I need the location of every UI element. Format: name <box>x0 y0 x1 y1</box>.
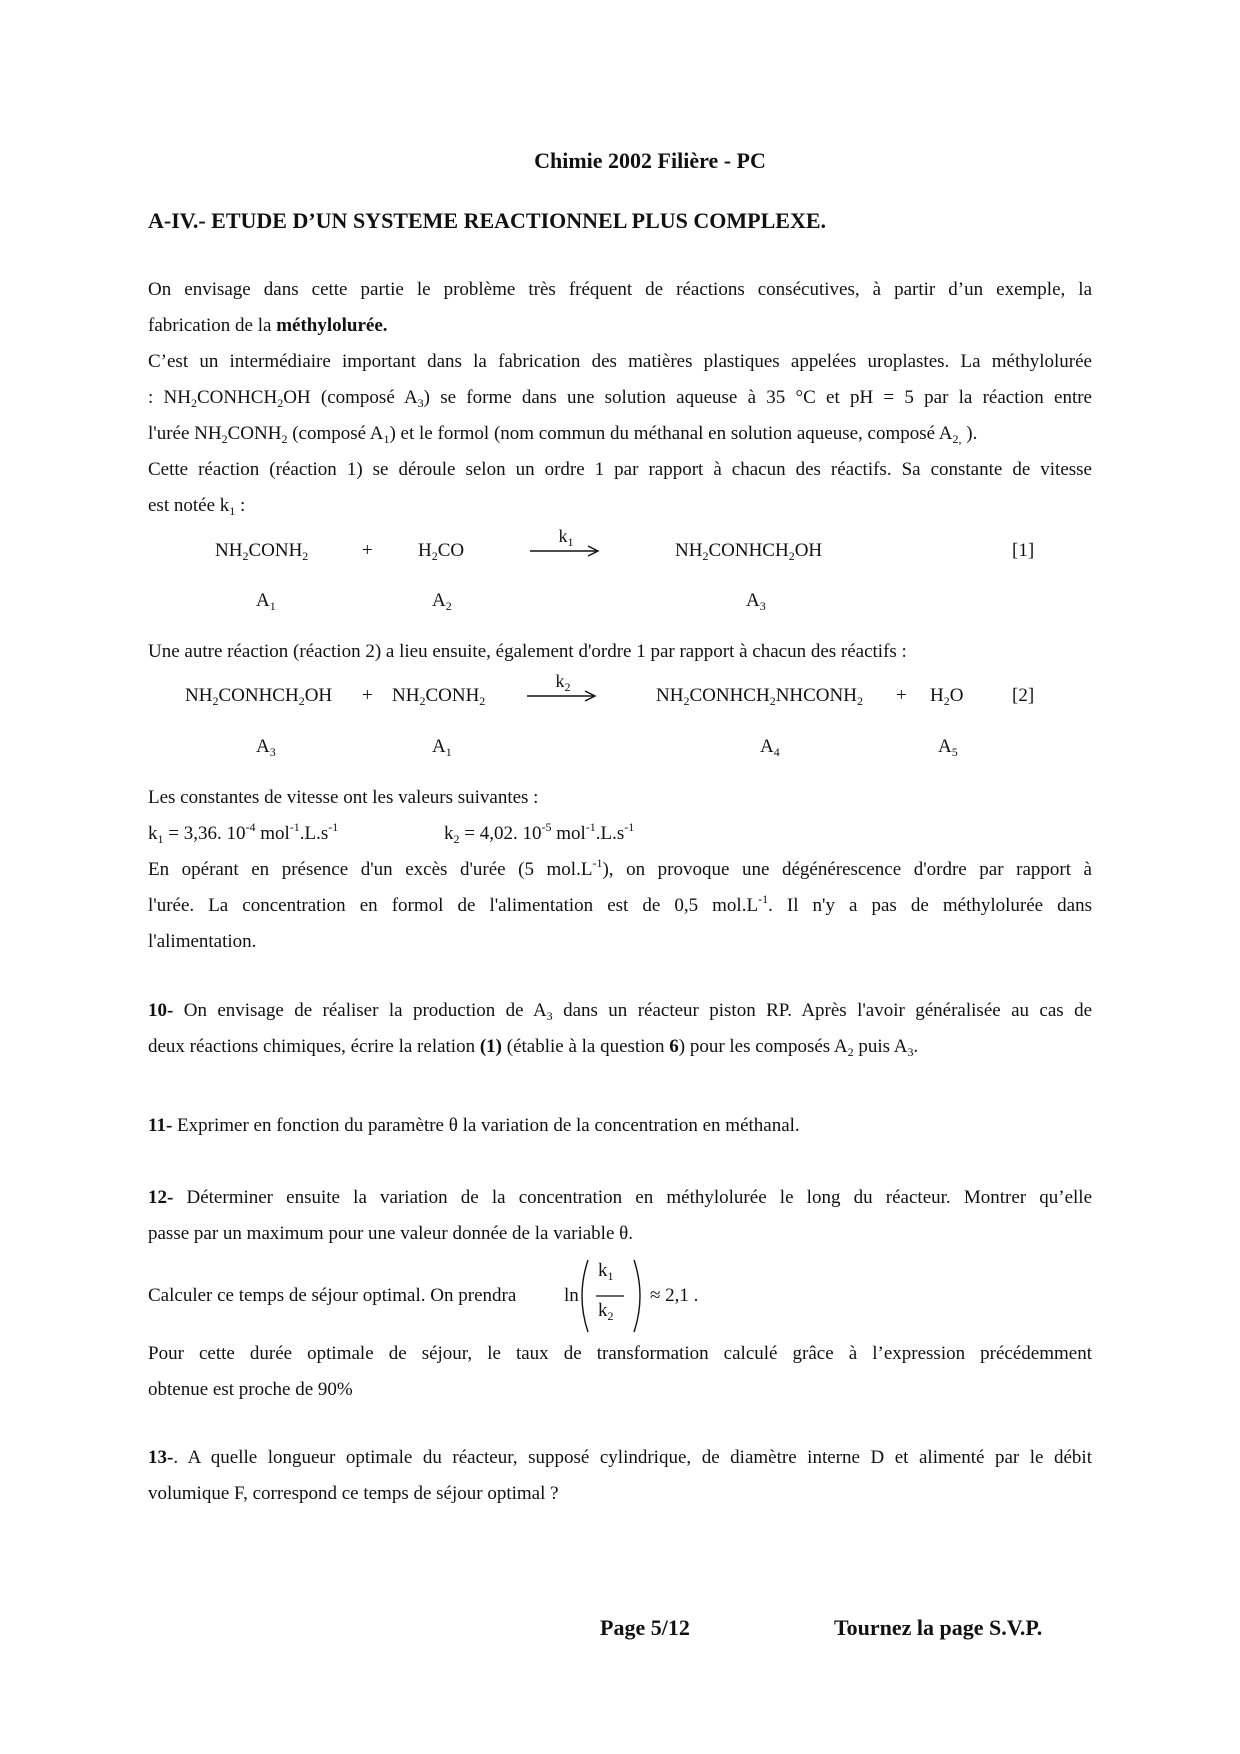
parentheses-fraction-bar <box>578 1256 658 1336</box>
reaction-2-reactant-methylolurea: $NH_2CONHCH_2OH$ <box>185 685 333 708</box>
reaction-1-label-a2: $A_2$ <box>432 590 452 613</box>
reaction-1-reactant-formol: $H_2CO$ <box>418 540 465 563</box>
reaction-2-reactant-urea: $NH_2CONH_2$ <box>392 685 486 708</box>
reaction-2-label-a3: $A_3$ <box>256 736 276 759</box>
k2-value: $k_2 = 4,02$. $10^{-5}$ $mol^{-1}.L.s^{-1}$ <box>444 820 635 846</box>
methylolurea-term: méthylolurée. <box>276 315 388 336</box>
approx-value: ≈ 2,1 . <box>650 1285 699 1306</box>
question-13-line-1: 13-. A quelle longueur optimale du réacteur, supposé cylindrique, de diamètre interne D et alimenté par le débit <box>148 1447 1092 1468</box>
question-12-line-1: 12- Déterminer ensuite la variation de la concentration en méthylolurée le long du réacteur. Montrer qu’elle <box>148 1187 1092 1208</box>
reaction-1-product: $NH_2CONHCH_2OH$ <box>675 540 823 563</box>
reaction-2-rate-constant: $k_2$ <box>555 671 571 694</box>
constants-values <box>148 816 1092 852</box>
question-10-line-1: 10- On envisage de réaliser la production de $A_3$ dans un réacteur piston RP. Après l'avoir généralisée au cas de <box>148 1000 1092 1023</box>
conditions-line-3: l'alimentation. <box>148 931 257 952</box>
ln-symbol: ln <box>564 1285 579 1306</box>
conditions-line-2: l'urée. La concentration en formol de l'alimentation est de 0,5 $mol.L^{-1}$. Il n'y a pas de méthylolurée dans <box>148 892 1092 916</box>
reaction-2-plus-2: + <box>896 685 907 706</box>
intro-line-2: fabrication de la méthylolurée. <box>148 315 388 336</box>
reaction-2-label-a1: $A_1$ <box>432 736 452 759</box>
question-12 <box>148 1180 1092 1252</box>
reaction-2-plus-1: + <box>362 685 373 706</box>
intro-line-1: On envisage dans cette partie le problème très fréquent de réactions consécutives, à partir d’un exemple, la <box>148 279 1092 300</box>
question-12-line-2: passe par un maximum pour une valeur donnée de la variable θ. <box>148 1223 633 1244</box>
reaction-2-intro: Une autre réaction (réaction 2) a lieu ensuite, également d'ordre 1 par rapport à chacun des réactifs : <box>148 641 907 662</box>
intro-line-4: : $NH_2CONHCH_2OH$ (composé $A_3$) se forme dans une solution aqueuse à 35 °C et pH = 5 par la réaction entre <box>148 387 1092 410</box>
question-12-line-4: Pour cette durée optimale de séjour, le taux de transformation calculé grâce à l’expression précédemment <box>148 1343 1092 1364</box>
question-12-line-3: Calculer ce temps de séjour optimal. On prendra <box>148 1285 517 1306</box>
fraction-denominator: $k_2$ <box>598 1300 614 1323</box>
reaction-2-tag: [2] <box>1012 685 1035 706</box>
reaction-2-label-a4: $A_4$ <box>760 736 780 759</box>
reaction-1-label-a1: $A_1$ <box>256 590 276 613</box>
reaction-1-reactant-urea: $NH_2CONH_2$ <box>215 540 309 563</box>
reaction-2-arrow <box>527 671 599 703</box>
question-13 <box>148 1440 1092 1512</box>
k1-value: $k_1 = 3,36$. $10^{-4}$ $mol^{-1}.L.s^{-1}$ <box>148 820 339 846</box>
reaction-1-rate-constant: $k_1$ <box>558 526 574 549</box>
fraction-numerator: $k_1$ <box>598 1260 614 1283</box>
question-13-line-2: volumique F, correspond ce temps de séjour optimal ? <box>148 1483 559 1504</box>
constants-block <box>148 780 1092 960</box>
reaction-2-label-a5: $A_5$ <box>938 736 958 759</box>
section-heading: A-IV.- ETUDE D’UN SYSTEME REACTIONNEL PLUS COMPLEXE. <box>148 208 827 233</box>
reaction-1-tag: [1] <box>1012 540 1035 561</box>
question-12-line-5: obtenue est proche de 90% <box>148 1379 353 1400</box>
constants-intro: Les constantes de vitesse ont les valeurs suivantes : <box>148 787 539 808</box>
question-12-conclusion <box>148 1336 1092 1408</box>
reaction-2-product-water: $H_2O$ <box>930 685 964 708</box>
intro-paragraph <box>148 272 1092 524</box>
intro-line-6: Cette réaction (réaction 1) se déroule selon un ordre 1 par rapport à chacun des réactifs. Sa constante de vitesse <box>148 459 1092 480</box>
intro-line-7: est notée $k_1$ : <box>148 495 246 518</box>
intro-line-5: l'urée $NH_2CONH_2$ (composé $A_1$) et le formol (nom commun du méthanal en solution aqueuse, composé $A_{2,}$ ). <box>148 423 978 446</box>
conditions-line-1: En opérant en présence d'un excès d'urée (5 $mol.L^{-1}$), on provoque une dégénérescence d'ordre par rapport à <box>148 856 1092 880</box>
page-number: Page 5/12 <box>600 1615 690 1640</box>
intro-line-3: C’est un intermédiaire important dans la fabrication des matières plastiques appelées uroplastes. La méthylolurée <box>148 351 1092 372</box>
reaction-1-plus: + <box>362 540 373 561</box>
question-10 <box>148 993 1092 1065</box>
question-10-line-2: deux réactions chimiques, écrire la relation (1) (établie à la question 6) pour les composés $A_2$ puis $A_3$. <box>148 1036 919 1059</box>
question-11: 11- Exprimer en fonction du paramètre θ la variation de la concentration en méthanal. <box>148 1115 800 1136</box>
turn-page-note: Tournez la page S.V.P. <box>834 1615 1043 1640</box>
reaction-2-product-a4: $NH_2CONHCH_2NHCONH_2$ <box>656 685 863 708</box>
page-title: Chimie 2002 Filière - PC <box>534 148 766 173</box>
reaction-1-label-a3: $A_3$ <box>746 590 766 613</box>
reaction-1-arrow <box>530 526 602 558</box>
